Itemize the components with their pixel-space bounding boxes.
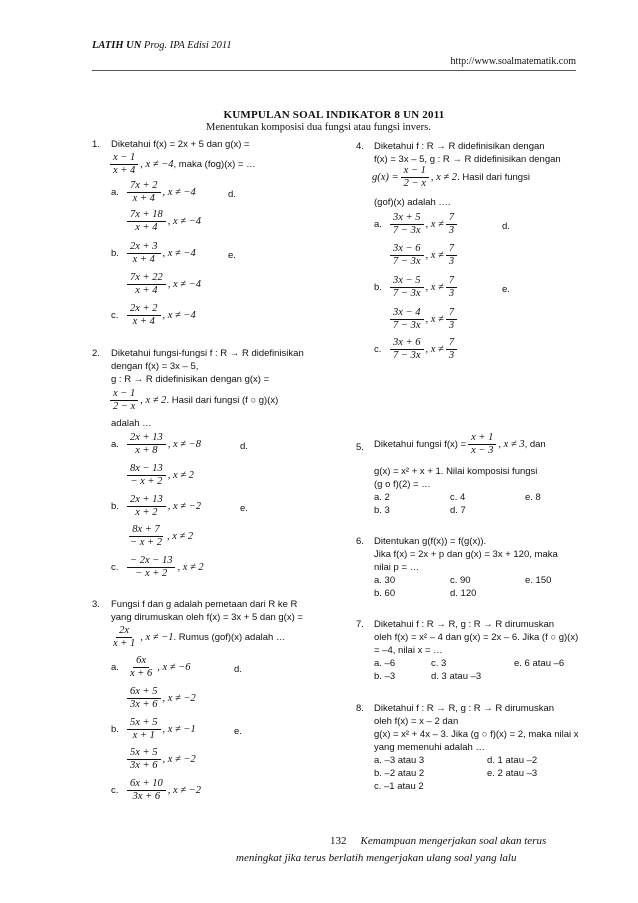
q4-option-c: c. $\frac{3x + 6}{7 - 3x}$ , x ≠ $\frac{7}{3}$ bbox=[374, 337, 459, 362]
q1-option-b: b. $\frac{2x + 3}{x + 4}$ , x ≠ −4 bbox=[111, 241, 196, 266]
q4-line4: (gof)(x) adalah …. bbox=[374, 197, 451, 208]
footer-motto-2: meningkat jika terus berlatih mengerjakan ulang soal yang lalu bbox=[236, 852, 517, 864]
q8-line3: g(x) = x² + 4x – 3. Jika (g ○ f)(x) = 2, maka nilai x bbox=[374, 729, 579, 740]
q1-g-def: $\frac{x - 1}{x + 4}$ , x ≠ −4, maka (fog)(x) = … bbox=[108, 152, 256, 177]
q7-option-c: c. 3 bbox=[431, 658, 447, 669]
q3-option-c: c. $\frac{6x + 10}{3x + 6}$ , x ≠ −2 bbox=[111, 778, 202, 803]
q8-option-c: c. –1 atau 2 bbox=[374, 781, 424, 792]
q6-option-d: d. 120 bbox=[450, 588, 477, 599]
q3-g-def: $\frac{2x}{x + 1}$ , x ≠ −1. Rumus (gof)(x) adalah … bbox=[113, 625, 286, 650]
q4-option-e: $\frac{3x - 4}{7 - 3x}$ , x ≠ $\frac{7}{3}$ bbox=[374, 307, 459, 332]
q7-line1: Diketahui f : R → R, g : R → R dirumuskan bbox=[374, 619, 555, 630]
q3-option-d: $\frac{6x + 5}{3x + 6}$ , x ≠ −2 bbox=[111, 686, 196, 711]
q8-option-e: e. 2 atau –3 bbox=[487, 768, 538, 779]
q4-option-d-label: d. bbox=[502, 221, 510, 232]
q4-line1: Diketahui f : R → R didefinisikan dengan bbox=[374, 141, 545, 152]
q8-line2: oleh f(x) = x – 2 dan bbox=[374, 716, 459, 727]
footer-line1 bbox=[330, 835, 546, 848]
header-rest: Prog. IPA Edisi 2011 bbox=[141, 40, 232, 51]
q2-option-a: a. $\frac{2x + 13}{x + 8}$ , x ≠ −8 bbox=[111, 432, 202, 457]
page-number: 132 bbox=[330, 835, 347, 847]
q2-line3: g : R → R didefinisikan dengan g(x) = bbox=[111, 374, 270, 385]
q6-option-e: e. 150 bbox=[525, 575, 552, 586]
header-url: http://www.soalmatematik.com bbox=[450, 56, 576, 67]
q6-line3: nilai p = … bbox=[374, 562, 420, 573]
q5-line3: (g o f)(2) = … bbox=[374, 479, 431, 490]
q2-option-b: b. $\frac{2x + 13}{x + 2}$ , x ≠ −2 bbox=[111, 494, 202, 519]
q6-line1: Ditentukan g(f(x)) = f(g(x)). bbox=[374, 536, 487, 547]
q8-option-d: d. 1 atau –2 bbox=[487, 755, 538, 766]
header-program bbox=[92, 40, 232, 53]
q6-option-b: b. 60 bbox=[374, 588, 396, 599]
q1-option-a: a. $\frac{7x + 2}{x + 4}$ , x ≠ −4 bbox=[111, 180, 196, 205]
q2-number: 2. bbox=[92, 348, 100, 359]
q5-option-c: c. 4 bbox=[450, 492, 466, 503]
q3-option-d-label: d. bbox=[234, 664, 242, 675]
q2-option-c: c. $\frac{- 2x - 13}{- x + 2}$ , x ≠ 2 bbox=[111, 555, 204, 580]
q4-option-b: b. $\frac{3x - 5}{7 - 3x}$ , x ≠ $\frac{7}{3}$ bbox=[374, 275, 459, 300]
q6-number: 6. bbox=[356, 536, 364, 547]
q8-line4: yang memenuhi adalah … bbox=[374, 742, 485, 753]
q6-line2: Jika f(x) = 2x + p dan g(x) = 3x + 120, maka bbox=[374, 549, 558, 560]
q7-option-e: e. 6 atau –6 bbox=[514, 658, 565, 669]
q1-line1: Diketahui f(x) = 2x + 5 dan g(x) = bbox=[111, 139, 250, 150]
q4-number: 4. bbox=[356, 141, 364, 152]
q1-option-c: c. $\frac{2x + 2}{x + 4}$ , x ≠ −4 bbox=[111, 303, 196, 328]
q5-line2: g(x) = x² + x + 1. Nilai komposisi fungsi bbox=[374, 466, 538, 477]
q8-option-b: b. –2 atau 2 bbox=[374, 768, 425, 779]
q8-option-a: a. –3 atau 3 bbox=[374, 755, 425, 766]
q3-option-e-label: e. bbox=[234, 726, 242, 737]
header-rule bbox=[92, 70, 576, 71]
q7-number: 7. bbox=[356, 619, 364, 630]
q2-option-e-label: e. bbox=[240, 503, 248, 514]
q1-option-d: $\frac{7x + 18}{x + 4}$ , x ≠ −4 bbox=[111, 209, 201, 234]
q2-option-d: $\frac{8x - 13}{- x + 2}$ , x ≠ 2 bbox=[111, 463, 194, 488]
q2-option-d-label: d. bbox=[240, 441, 248, 452]
header-bold: LATIH UN bbox=[92, 40, 142, 51]
q1-option-d-label: d. bbox=[228, 189, 236, 200]
q5-option-e: e. 8 bbox=[525, 492, 541, 503]
q5-option-d: d. 7 bbox=[450, 505, 466, 516]
q4-option-e-label: e. bbox=[502, 284, 510, 295]
q5-number: 5. bbox=[356, 442, 364, 453]
q4-line2: f(x) = 3x – 5, g : R → R didefinisikan dengan bbox=[374, 154, 561, 165]
q3-option-e: $\frac{5x + 5}{3x + 6}$ , x ≠ −2 bbox=[111, 747, 196, 772]
q4-option-a: a. $\frac{3x + 5}{7 - 3x}$ , x ≠ $\frac{7}{3}$ bbox=[374, 212, 459, 237]
q8-line1: Diketahui f : R → R, g : R → R dirumuskan bbox=[374, 703, 555, 714]
q3-option-b: b. $\frac{5x + 5}{x + 1}$ , x ≠ −1 bbox=[111, 717, 196, 742]
q5-f-def: Diketahui fungsi f(x) = $\frac{x + 1}{x - 3}$ , x ≠ 3, dan bbox=[374, 432, 546, 457]
page-subtitle: Menentukan komposisi dua fungsi atau fungsi invers. bbox=[206, 122, 431, 133]
q3-number: 3. bbox=[92, 599, 100, 610]
q2-g-def: $\frac{x - 1}{2 - x}$ , x ≠ 2. Hasil dari fungsi (f ○ g)(x) bbox=[108, 388, 278, 413]
q2-line1: Diketahui fungsi-fungsi f : R → R didefinisikan bbox=[111, 348, 304, 359]
q3-line1: Fungsi f dan g adalah pemetaan dari R ke R bbox=[111, 599, 298, 610]
q1-number: 1. bbox=[92, 139, 100, 150]
q2-line2: dengan f(x) = 3x – 5, bbox=[111, 361, 199, 372]
page-title: KUMPULAN SOAL INDIKATOR 8 UN 2011 bbox=[223, 109, 445, 121]
q4-g-def: g(x) = $\frac{x - 1}{2 - x}$ , x ≠ 2. Hasil dari fungsi bbox=[372, 165, 530, 190]
footer-motto-1: Kemampuan mengerjakan soal akan terus bbox=[360, 835, 547, 847]
q2-option-e: $\frac{8x + 7}{- x + 2}$ , x ≠ 2 bbox=[130, 524, 194, 549]
q5-option-a: a. 2 bbox=[374, 492, 390, 503]
q6-option-c: c. 90 bbox=[450, 575, 471, 586]
q6-option-a: a. 30 bbox=[374, 575, 396, 586]
q7-option-d: d. 3 atau –3 bbox=[431, 671, 482, 682]
q1-option-e-label: e. bbox=[228, 250, 236, 261]
q5-option-b: b. 3 bbox=[374, 505, 390, 516]
q1-option-e: $\frac{7x + 22}{x + 4}$ , x ≠ −4 bbox=[111, 272, 201, 297]
q4-option-d: $\frac{3x - 6}{7 - 3x}$ , x ≠ $\frac{7}{3}$ bbox=[374, 243, 459, 268]
q7-option-b: b. –3 bbox=[374, 671, 396, 682]
q7-line3: = –4, nilai x = … bbox=[374, 645, 443, 656]
q2-line5: adalah … bbox=[111, 418, 152, 429]
q7-line2: oleh f(x) = x² – 4 dan g(x) = 2x – 6. Jika (f ○ g)(x) bbox=[374, 632, 579, 643]
q3-line2: yang dirumuskan oleh f(x) = 3x + 5 dan g(x) = bbox=[111, 612, 303, 623]
q3-option-a: a. $\frac{6x}{x + 6}$ , x ≠ −6 bbox=[111, 655, 191, 680]
q7-option-a: a. –6 bbox=[374, 658, 396, 669]
q8-number: 8. bbox=[356, 703, 364, 714]
